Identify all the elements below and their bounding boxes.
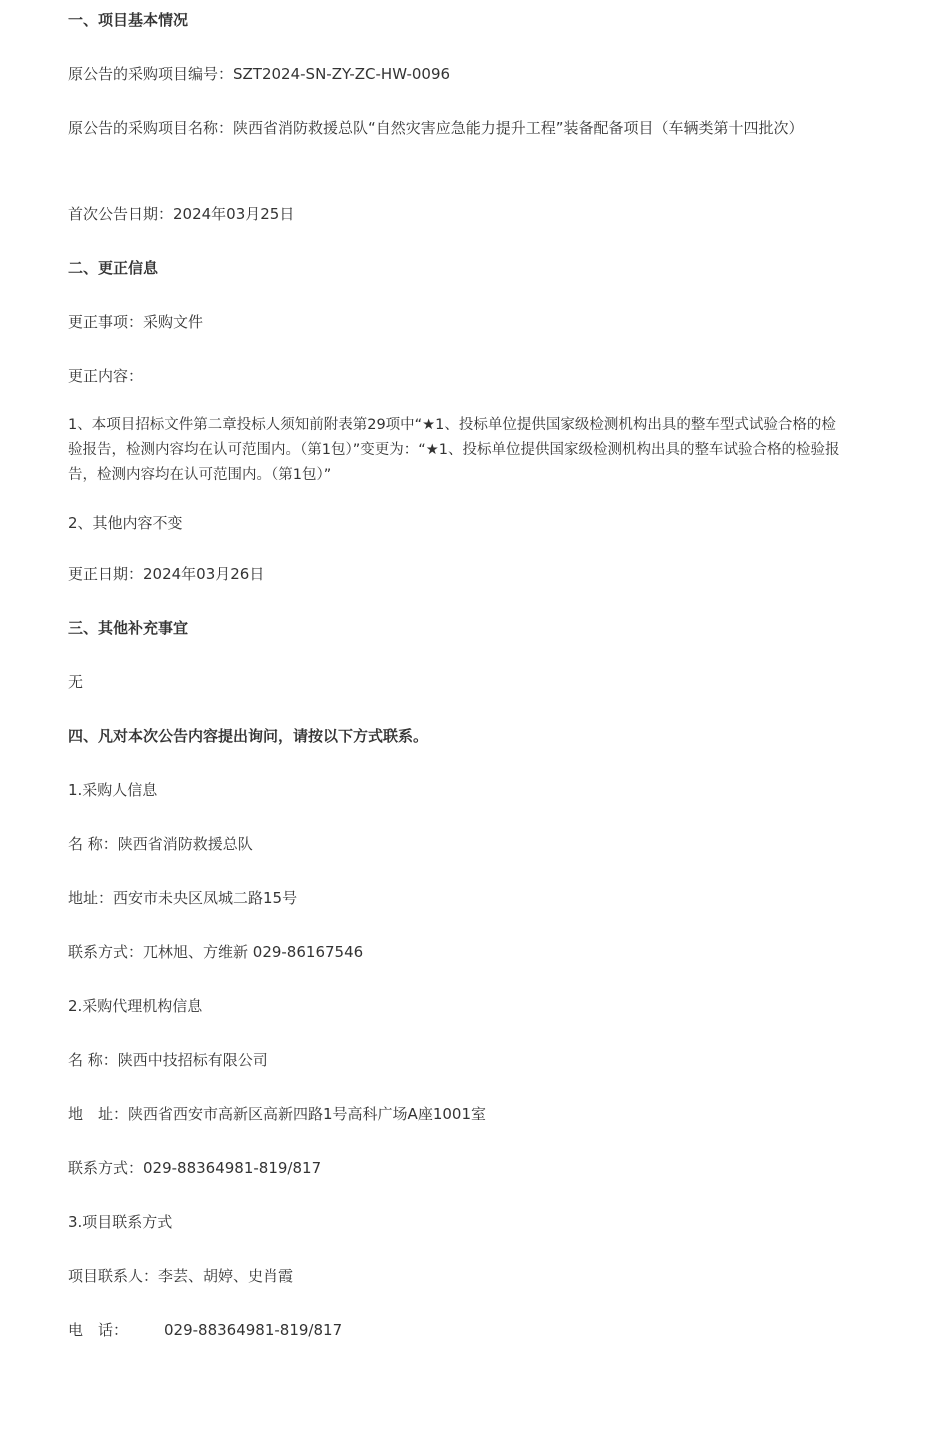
section-heading-correction-info: 二、更正信息 bbox=[68, 259, 159, 277]
section-heading-supplement: 三、其他补充事宜 bbox=[68, 619, 189, 637]
project-name: 原公告的采购项目名称：陕西省消防救援总队“自然灾害应急能力提升工程”装备配备项目（车辆类第十四批次） bbox=[68, 119, 804, 137]
correction-content-label: 更正内容： bbox=[68, 367, 144, 385]
project-phone: 029-88364981-819/817 bbox=[164, 1321, 343, 1339]
first-announcement-date: 首次公告日期：2024年03月25日 bbox=[68, 205, 295, 223]
correction-item: 更正事项：采购文件 bbox=[68, 313, 204, 331]
project-phone-row bbox=[68, 1320, 848, 1340]
buyer-name: 名 称：陕西省消防救援总队 bbox=[68, 835, 253, 853]
agency-address-row bbox=[68, 1104, 848, 1124]
project-contact-title: 3.项目联系方式 bbox=[68, 1213, 173, 1231]
correction-change-1: 1、本项目招标文件第二章投标人须知前附表第29项中“★1、投标单位提供国家级检测机构出具的整车型式试验合格的检验报告，检测内容均在认可范围内。（第1包）”变更为：“★1、投标单位提供国家级检测机构出具的整车试验合格的检验报告，检测内容均在认可范围内。（第1包）” bbox=[68, 417, 840, 483]
correction-date: 更正日期：2024年03月26日 bbox=[68, 565, 265, 583]
agency-address: 陕西省西安市高新区高新四路1号高科广场A座1001室 bbox=[128, 1105, 486, 1123]
buyer-info-title: 1.采购人信息 bbox=[68, 781, 158, 799]
agency-contact: 联系方式：029-88364981-819/817 bbox=[68, 1159, 322, 1177]
section-heading-contact: 四、凡对本次公告内容提出询问，请按以下方式联系。 bbox=[68, 727, 429, 745]
buyer-contact: 联系方式：兀林旭、方维新 029-86167546 bbox=[68, 943, 364, 961]
project-contact-people: 项目联系人：李芸、胡婷、史肖霞 bbox=[68, 1267, 294, 1285]
phone-label: 电 话： bbox=[68, 1321, 129, 1339]
agency-address-label: 地 址： bbox=[68, 1105, 129, 1123]
correction-change-2: 2、其他内容不变 bbox=[68, 514, 183, 532]
project-number: 原公告的采购项目编号：SZT2024-SN-ZY-ZC-HW-0096 bbox=[68, 65, 451, 83]
supplement-text: 无 bbox=[68, 673, 84, 691]
agency-name: 名 称：陕西中技招标有限公司 bbox=[68, 1051, 268, 1069]
agency-info-title: 2.采购代理机构信息 bbox=[68, 997, 203, 1015]
buyer-address: 地址：西安市未央区凤城二路15号 bbox=[68, 889, 298, 907]
section-heading-basic-info: 一、项目基本情况 bbox=[68, 11, 189, 29]
